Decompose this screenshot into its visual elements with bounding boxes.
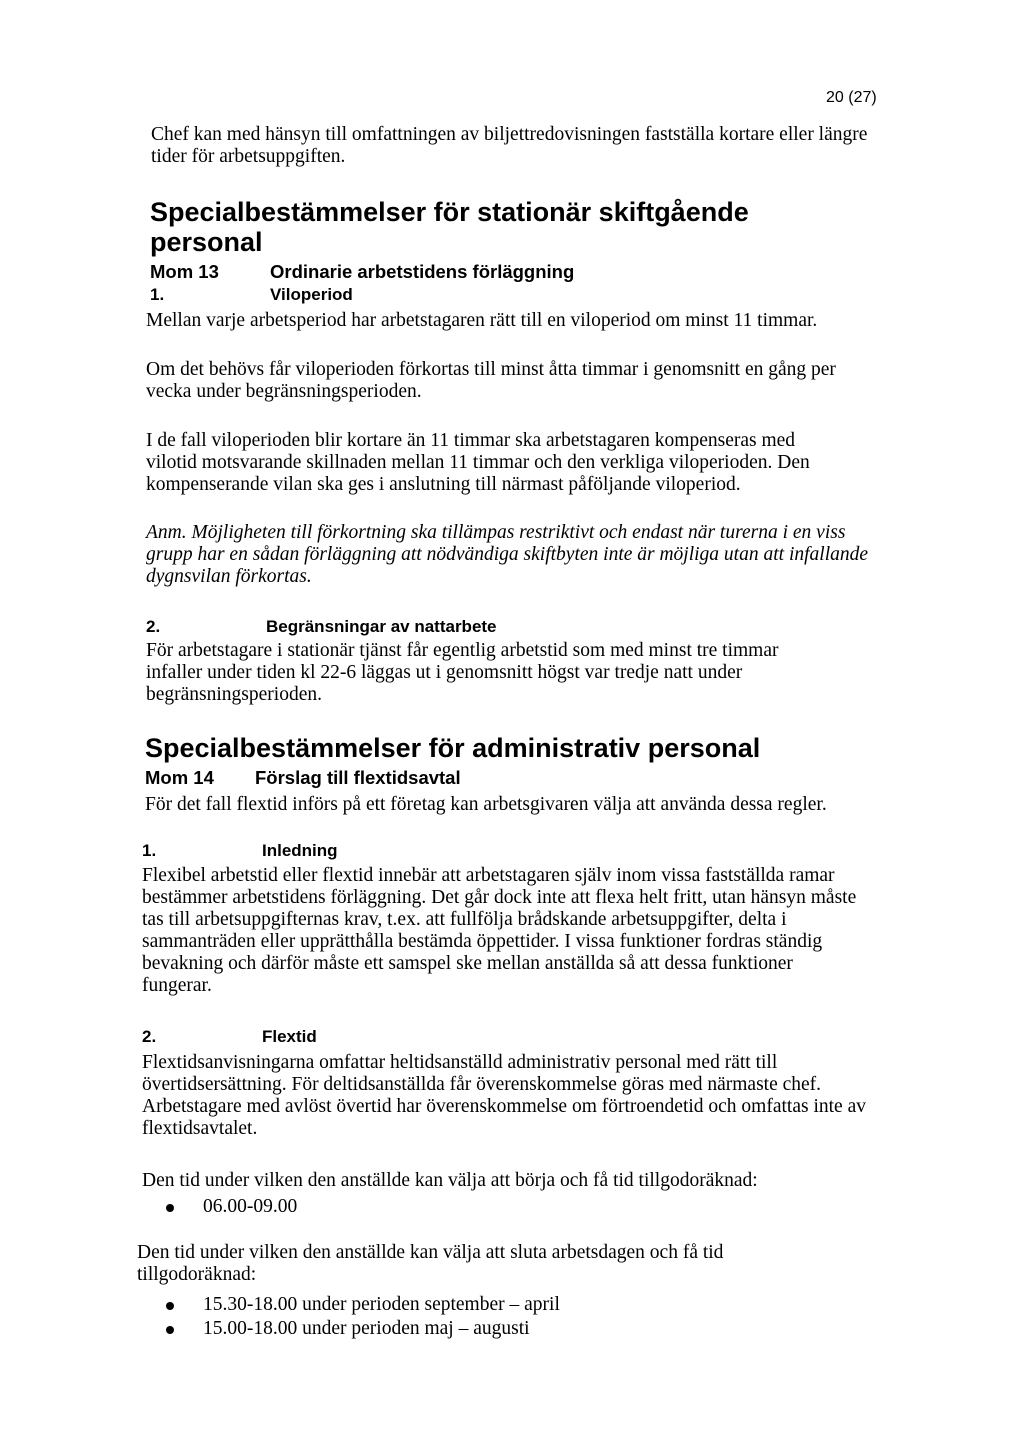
list-item: 15.30-18.00 under perioden september – april <box>166 1294 726 1318</box>
subsection-title: Begränsningar av nattarbete <box>266 617 497 636</box>
subsection-title: Flextid <box>262 1027 317 1046</box>
mom-13-heading <box>150 261 850 283</box>
subsection-title: Inledning <box>262 841 338 860</box>
mom-14-number: Mom 14 <box>145 767 214 788</box>
subsection-flextid-heading <box>142 1026 317 1048</box>
mom-13-number: Mom 13 <box>150 261 219 282</box>
mom-14-title: Förslag till flextidsavtal <box>255 767 461 788</box>
subsection-viloperiod-heading <box>150 284 353 306</box>
paragraph: Den tid under vilken den anställde kan välja att börja och få tid tillgodoräknad: <box>142 1170 758 1191</box>
paragraph: För det fall flextid införs på ett företag kan arbetsgivaren välja att använda dessa regler. <box>145 794 827 815</box>
note-paragraph: Anm. Möjligheten till förkortning ska tillämpas restriktivt och endast när turerna i en viss grupp har en sådan förläggning att nödvändiga skiftbyten inte är möjliga utan att infallande dygnsvilan förkortas. <box>146 522 869 587</box>
subsection-number: 2. <box>142 1027 157 1046</box>
subsection-inledning-heading <box>142 840 338 862</box>
list-item: 15.00-18.00 under perioden maj – augusti <box>166 1318 726 1342</box>
subsection-number: 1. <box>150 285 165 304</box>
paragraph: I de fall viloperioden blir kortare än 11 timmar ska arbetstagaren kompenseras med vilotid motsvarande skillnaden mellan 11 timmar och den verkliga viloperioden. Den kompenserande vilan ska ges i anslutning till närmast påföljande viloperiod. <box>146 430 810 495</box>
mom-13-title: Ordinarie arbetstidens förläggning <box>270 261 575 282</box>
paragraph: Flexibel arbetstid eller flextid innebär att arbetstagaren själv inom vissa fastställda ramar bestämmer arbetstidens förläggning. Det går dock inte att flexa helt fritt, utan hänsyn måste tas till arbetsuppgifternas krav, t.ex. att fullfölja brådskande arbetsuppgifter, delta i sammanträden eller upprätthålla bestämda öppettider. I vissa funktioner fordras ständig bevakning och därför måste ett samspel ske mellan anställda så att dessa funktioner fungerar. <box>142 865 857 996</box>
mom-14-heading <box>145 767 845 789</box>
subsection-number: 1. <box>142 841 157 860</box>
page-number: 20 (27) <box>826 89 877 106</box>
subsection-number: 2. <box>146 617 161 636</box>
subsection-title: Viloperiod <box>270 285 353 304</box>
section-heading-administrative: Specialbestämmelser för administrativ personal <box>145 733 761 763</box>
paragraph: För arbetstagare i stationär tjänst får egentlig arbetstid som med minst tre timmar infaller under tiden kl 22-6 läggas ut i genomsnitt högst var tredje natt under begränsningsperioden. <box>146 640 779 705</box>
paragraph: Mellan varje arbetsperiod har arbetstagaren rätt till en viloperiod om minst 11 timmar. <box>146 310 818 331</box>
section-heading-stationary-shift: Specialbestämmelser för stationär skiftgående personal <box>150 197 749 257</box>
paragraph: Om det behövs får viloperioden förkortas till minst åtta timmar i genomsnitt en gång per vecka under begränsningsperioden. <box>146 359 836 402</box>
list-item: 06.00-09.00 <box>166 1196 666 1220</box>
paragraph: Den tid under vilken den anställde kan välja att sluta arbetsdagen och få tid tillgodoräknad: <box>137 1242 724 1285</box>
intro-paragraph: Chef kan med hänsyn till omfattningen av biljettredovisningen fastställa kortare eller längre tider för arbetsuppgiften. <box>151 124 868 167</box>
start-times-list <box>166 1196 666 1220</box>
subsection-nattarbete-heading <box>146 616 497 638</box>
end-times-list <box>166 1294 726 1342</box>
paragraph: Flextidsanvisningarna omfattar heltidsanställd administrativ personal med rätt till övertidsersättning. För deltidsanställda får överenskommelse göras med närmaste chef. Arbetstagare med avlöst övertid har överenskommelse om förtroendetid och omfattas inte av flextidsavtalet. <box>142 1052 866 1139</box>
